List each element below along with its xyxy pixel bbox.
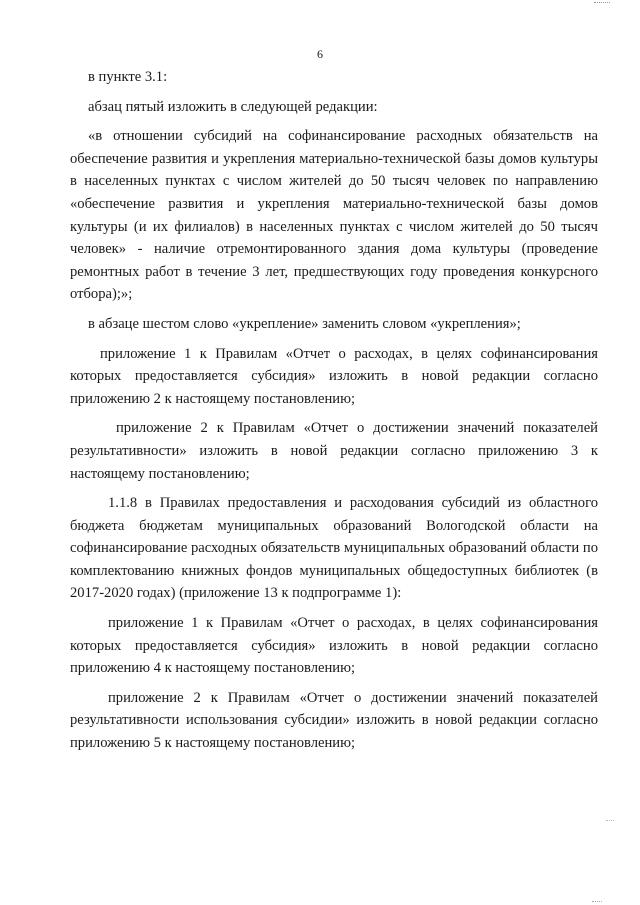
scan-mark-bottom (592, 901, 602, 903)
document-body (70, 66, 598, 762)
paragraph-appendix-1-expenses: приложение 1 к Правилам «Отчет о расходах, в целях софинансирования которых предоставляется субсидия» изложить в новой редакции согласно приложению 2 к настоящему постановлению; (70, 345, 598, 407)
paragraph-appendix-1-library: приложение 1 к Правилам «Отчет о расходах, в целях софинансирования которых предоставляется субсидия» изложить в новой редакции согласно приложению 4 к настоящему постановлению; (70, 615, 598, 677)
paragraph-appendix-2-library: приложение 2 к Правилам «Отчет о достижении значений показателей результативности использования субсидии» изложить в новой редакции согласно приложению 5 к настоящему постановлению; (70, 689, 598, 752)
paragraph-section-1-1-8: 1.1.8 в Правилах предоставления и расходования субсидий из областного бюджета бюджетам муниципальных образований Вологодской области на софинансирование расходных обязательств муниципальных образований области по комплектованию книжных фондов муниципальных общедоступных библиотек (в 2017-2020 годах) (приложение 13 к подпрограмме 1): (70, 495, 598, 602)
page-number: 6 (317, 47, 323, 61)
scan-mark-margin (606, 820, 614, 822)
paragraph-item-3-1: в пункте 3.1: (88, 69, 168, 85)
paragraph-appendix-2-indicators: приложение 2 к Правилам «Отчет о достижении значений показателей результативности» изложить в новой редакции согласно приложению 3 к настоящему постановлению; (70, 420, 598, 482)
paragraph-abzac-fifth: абзац пятый изложить в следующей редакции: (88, 98, 378, 115)
scan-mark-top (594, 2, 610, 4)
paragraph-quoted-amendment: «в отношении субсидий на софинансирование расходных обязательств на обеспечение развития и укрепления материально-технической базы домов культуры в населенных пунктах с числом жителей до 50 тысяч человек по направлению «обеспечение развития и укрепления материально-технической базы домов культуры (и их филиалов) в населенных пунктах с числом жителей до 50 тысяч человек» - наличие отремонтированного здания дома культуры (проведение ремонтных работ в течение 3 лет, предшествующих году проведения конкурсного отбора);»; (70, 128, 598, 303)
paragraph-abzac-sixth: в абзаце шестом слово «укрепление» заменить словом «укрепления»; (88, 315, 521, 332)
